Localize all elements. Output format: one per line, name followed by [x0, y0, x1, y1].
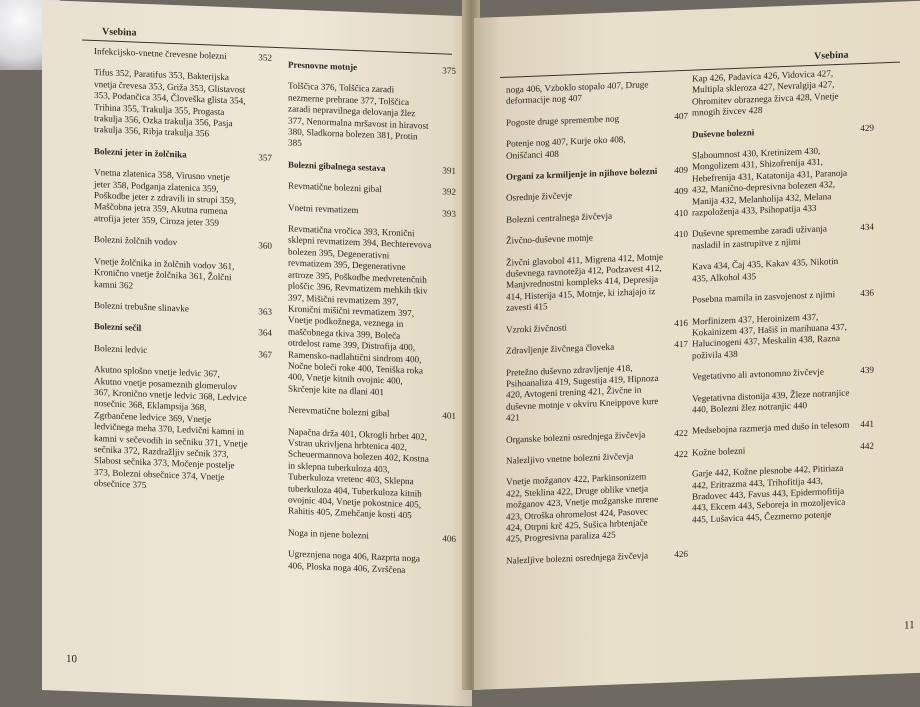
toc-text: Zdravljenje živčnega človeka: [506, 341, 615, 356]
toc-text: Duševne bolezni: [692, 126, 755, 140]
toc-text: Bolezni žolčnih vodov: [94, 234, 178, 248]
toc-text: Bolezni gibalnega sestava: [288, 159, 386, 174]
toc-column-1: [506, 78, 688, 577]
toc-text: Infekcijsko-vnetne črevesne bolezni: [94, 45, 227, 62]
toc-section-heading: [692, 122, 874, 140]
toc-entry: [506, 186, 688, 204]
toc-detail-list: [94, 256, 272, 297]
toc-detail-list: [94, 167, 272, 231]
toc-detail-list: [94, 67, 272, 142]
toc-text: Pogoste druge spremembe nog: [506, 113, 620, 128]
toc-entry: [94, 343, 272, 361]
toc-text: Vnetje možganov 422, Parkinsonizem 422, Steklina 422, Druge oblike vnetja možganov 423, Vnetje možganske mrene 423, Otroška ohromelost 424, Pasovec 424, Otrpni krč 425, Sušica hrbtenjače 425, Progresivna paraliza 425: [506, 471, 659, 545]
toc-text: Posebna mamila in zasvojenost z njimi: [692, 289, 836, 305]
toc-column-1: [94, 46, 272, 506]
toc-text: Kap 426, Padavica 426, Vidovica 427, Multipla skleroza 427, Nevralgija 427, Ohromitev obraznega živca 428, Vnetje mnogih živcev 428: [692, 68, 839, 118]
toc-text: Vzroki živčnosti: [506, 322, 567, 335]
toc-column-2: [692, 67, 874, 536]
toc-text: Nalezljivo vnetne bolezni živčevja: [506, 450, 634, 466]
toc-text: Vegetativna distonija 439, Žleze notranjice 440, Bolezni žlez notranjic 440: [692, 387, 850, 415]
toc-entry: [506, 111, 688, 129]
running-head: Vsebina: [102, 26, 137, 39]
toc-detail-list: [506, 250, 688, 314]
toc-text: Tolščica 376, Tolščica zaradi nezmerne prehrane 377, Tolščica zaradi nepravilnega delovanja žlez 377, Nenormalna mršavost in hiravost 380, Sladkorna bolezen 381, Protin 385: [288, 80, 429, 149]
toc-page-ref: 360: [258, 240, 272, 252]
toc-entry: [692, 288, 874, 306]
toc-entry: [506, 229, 688, 247]
toc-detail-list: [692, 309, 874, 362]
toc-text: Bolezni jeter in žolčnika: [94, 145, 187, 160]
toc-text: Nerevmatične bolezni gibal: [288, 404, 390, 419]
toc-entry: [506, 449, 688, 467]
toc-page-ref: 434: [860, 222, 874, 233]
toc-text: Kava 434, Čaj 435, Kakav 435, Nikotin 435, Alkohol 435: [692, 256, 839, 284]
toc-entry: [506, 208, 688, 226]
toc-text: noga 406, Vzboklo stopalo 407, Druge deformacije nog 407: [506, 79, 649, 107]
toc-detail-list: [692, 144, 874, 219]
toc-detail-list: [506, 470, 688, 545]
toc-text: Organi za krmiljenje in njihove bolezni: [506, 165, 658, 182]
toc-entry: [94, 234, 272, 252]
toc-page-ref: 409: [674, 164, 688, 176]
toc-text: Vegetativno ali avtonomno živčevje: [692, 366, 824, 382]
toc-detail-list: [506, 132, 688, 162]
toc-page-ref: 439: [860, 364, 874, 376]
toc-text: Slaboumnost 430, Kretinizem 430, Mongolizem 431, Shizofrenija 431, Hebefrenija 431, Katatonija 431, Paranoja 432, Manično-depresivna bolezen 432, Manija 432, Melanholija 432, Melana razpoloženja 433, Psihopatija 433: [692, 145, 848, 218]
toc-page-ref: 364: [258, 327, 272, 339]
toc-text: Pretežno duševno zdravljenje 418, Psihoanaliza 419, Sugestija 419, Hipnoza 420, Avtogeni trening 421, Živčne in duševne motnje v okviru Kneippove kure 421: [506, 362, 659, 423]
running-head: Vsebina: [814, 49, 849, 62]
toc-text: Vnetni revmatizem: [288, 202, 359, 215]
page-number: 11: [904, 619, 915, 632]
toc-text: Bolezni sečil: [94, 321, 142, 334]
toc-page-ref: 410: [674, 229, 688, 240]
toc-text: Tifus 352, Paratifus 353, Bakterijska vnetja črevesa 353, Griža 353, Glistavost 353, Podančica 354, Človeška glista 354, Trihina 355, Trakulja 355, Progasta trakulja 356, Ozka trakulja 356, Pasja trakulja 356, Ribja trakulja 356: [94, 67, 246, 139]
toc-text: Akutno splošno vnetje ledvic 367, Akutno vnetje posameznih glomerulov 367, Kronično vnetje ledvic 368, Ledvice nosečnic 368, Eklampsija 368, Zgrbančene ledvice 369, Vnetje ledvičnega meha 370, Ledvični kamni in kamni v sečevodih in sečniku 371, Vnetje sečnika 372, Razdražljiv sečnik 373, Slabost sečnika 373, Močenje postelje 373, Bolezni obsečnice 374, Vnetje obsečnice 375: [94, 364, 248, 491]
left-page: [42, 0, 472, 707]
toc-detail-list: [506, 360, 688, 424]
toc-page-ref: 436: [860, 287, 874, 299]
toc-entry: [692, 222, 874, 252]
toc-column-2: [288, 59, 456, 587]
toc-text: Morfinizem 437, Heroinizem 437, Kokainizem 437, Hašiš in marihuana 437, Halucinogeni 437, Meskalin 438, Razna poživila 438: [692, 311, 847, 361]
toc-page-ref: 367: [258, 349, 272, 360]
toc-text: Duševne spremembe zaradi uživanja nasladil in zastrupitve z njimi: [692, 223, 827, 251]
toc-text: Živčni glavobol 411, Migrena 412, Motnje duševnega ravnotežja 412, Podzavest 412, Manjvrednostni kompleks 414, Depresija 414, Histerija 415, Motnje, ki izhajajo iz zavesti 415: [506, 251, 664, 314]
toc-page-ref: 363: [258, 306, 272, 317]
toc-page-ref: 416: [674, 317, 688, 328]
toc-page-ref: 417: [674, 338, 688, 350]
toc-detail-list: [506, 78, 688, 108]
toc-page-ref: 375: [442, 65, 456, 76]
toc-detail-list: [692, 67, 874, 120]
toc-page-ref: 393: [442, 208, 456, 219]
toc-page-ref: 352: [258, 52, 272, 63]
toc-text: Bolezni ledvic: [94, 342, 148, 355]
toc-entry: [692, 440, 874, 458]
toc-section-heading: [506, 165, 688, 183]
toc-entry: [288, 527, 456, 545]
toc-page-ref: 409: [674, 186, 688, 197]
toc-text: Kožne bolezni: [692, 445, 746, 458]
toc-text: Organske bolezni osrednjega živčevja: [506, 428, 646, 445]
toc-text: Presnovne motnje: [288, 59, 358, 73]
toc-entry: [692, 419, 874, 437]
toc-section-heading: [288, 159, 456, 177]
toc-page-ref: 429: [860, 122, 874, 133]
toc-section-heading: [94, 321, 272, 339]
page-number: 10: [66, 652, 77, 666]
toc-detail-list: [288, 224, 456, 402]
toc-entry: [506, 427, 688, 445]
toc-entry: [288, 202, 456, 220]
toc-text: Osrednje živčevje: [506, 190, 573, 204]
toc-page-ref: 357: [258, 152, 272, 163]
toc-text: Revmatična vročica 393, Kronični sklepni revmatizem 394, Bechterevova bolezen 395, Degenerativni revmatizem 395, Degenerativne artroze 395, Poškodbe medvretenčnih ploščic 396, Revmatizem mehkih tkiv 397, Mišični revmatizem 397, Kronični mišični revmatizem 397, Vnetje podkožnega, veznega in maščobnega tkiva 399, Boleča otrdelost rame 399, Distrofija 400, Ramensko-nadlahtični sindrom 400, Nočne boleči roke 400, Teniška roka 400, Vnetje kitnih ovojnic 400, Skrčenje kite na dlani 401: [288, 223, 432, 397]
toc-page-ref: 441: [860, 418, 874, 430]
toc-page-ref: 401: [442, 410, 456, 422]
toc-detail-list: [288, 549, 456, 578]
toc-text: Noga in njene bolezni: [288, 527, 369, 541]
toc-entry: [94, 300, 272, 318]
toc-entry: [94, 46, 272, 64]
toc-page-ref: 392: [442, 186, 456, 198]
toc-text: Vnetna zlatenica 358, Virusno vnetje jeter 358, Podganja zlatenica 359, Poškodbe jeter z zdravili in strupi 359, Maščobna jetra 359, Akutna rumena atrofija jeter 359, Ciroza jeter 359: [94, 167, 237, 228]
toc-text: Ugreznjena noga 406, Razprta noga 406, Ploska noga 406, Zvrščena: [288, 548, 420, 575]
toc-text: Bolezni trebušne slinavke: [94, 299, 189, 314]
toc-entry: [288, 181, 456, 199]
toc-text: Medsebojna razmerja med dušo in telesom: [692, 419, 850, 436]
toc-entry: [506, 317, 688, 335]
toc-text: Nalezljive bolezni osrednjega živčevja: [506, 550, 649, 566]
toc-text: Revmatične bolezni gibal: [288, 180, 382, 195]
toc-detail-list: [692, 386, 874, 416]
toc-entry: [288, 405, 456, 423]
toc-page-ref: 391: [442, 165, 456, 176]
toc-section-heading: [288, 59, 456, 77]
toc-page-ref: 442: [860, 440, 874, 451]
toc-text: Živčno-duševne motnje: [506, 232, 594, 247]
toc-detail-list: [288, 81, 456, 156]
toc-page-ref: 426: [674, 548, 688, 560]
toc-detail-list: [692, 255, 874, 285]
toc-detail-list: [94, 364, 272, 496]
toc-detail-list: [692, 462, 874, 526]
toc-section-heading: [94, 146, 272, 164]
toc-text: Vnetje žolčnika in žolčnih vodov 361, Kronično vnetje žolčnika 361, Žolčni kamni 362: [94, 255, 235, 290]
toc-entry: [506, 339, 688, 357]
toc-detail-list: [288, 426, 456, 524]
toc-page-ref: 410: [674, 207, 688, 219]
right-page: [474, 1, 920, 690]
toc-text: Bolezni centralnega živčevja: [506, 210, 613, 225]
toc-page-ref: 422: [674, 448, 688, 460]
toc-entry: [692, 365, 874, 383]
toc-page-ref: 406: [442, 533, 456, 544]
toc-page-ref: 407: [674, 110, 688, 122]
toc-entry: [506, 549, 688, 567]
toc-text: Potenje nog 407, Kurje oko 408, Oniščanci 408: [506, 134, 626, 161]
toc-text: Napačna drža 401, Okrogli hrbet 402, Vstran ukrivljena hrbtenica 402, Scheuermannova bolezen 402, Kostna in sklepna tuberkuloza 403, Tuberkuloza vretenc 403, Sklepna tuberkuloza 404, Tuberkuloza kitnih ovojnic 404, Vnetje pokostnice 405, Rahitis 405, Zmehčanje kosti 405: [288, 426, 429, 521]
toc-text: Garje 442, Kožne plesnobe 442, Pitiriaza 442, Eritrazma 443, Trihofitija 443, Bradovec 443, Favus 443, Epidermofitija 443, Ekcem 443, Seboreja in mozoljevica 445, Lušavica 445, Čezmerno potenje: [692, 462, 846, 525]
toc-page-ref: 422: [674, 427, 688, 438]
